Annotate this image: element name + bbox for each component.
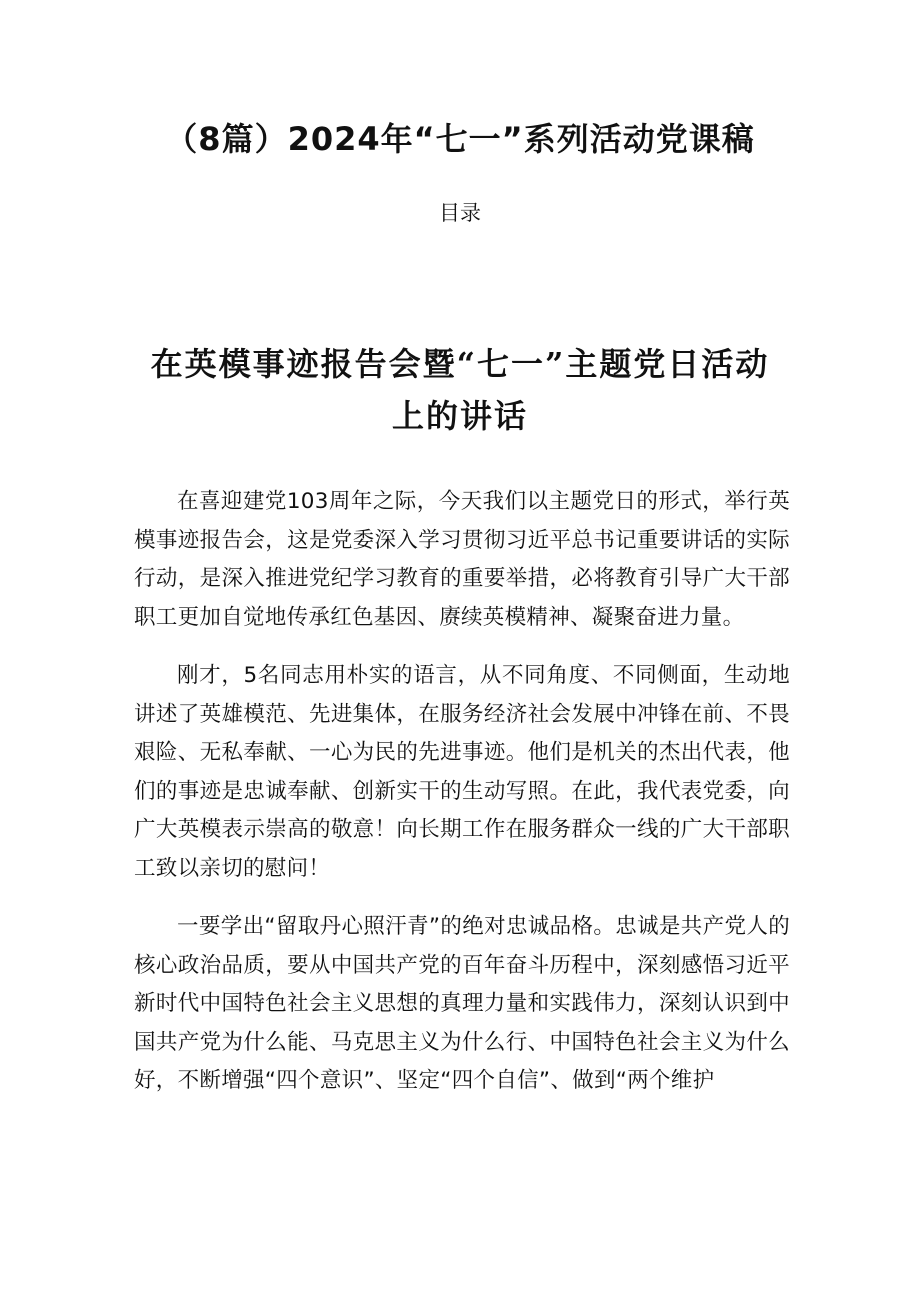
paragraph-1: 在喜迎建党103周年之际，今天我们以主题党日的形式，举行英模事迹报告会，这是党委深入学习贯彻习近平总书记重要讲话的实际行动，是深入推进党纪学习教育的重要举措，必将教育引导广大干部职工更加自觉地传承红色基因、赓续英模精神、凝聚奋进力量。 — [134, 489, 790, 630]
document-body — [134, 483, 790, 1121]
document-title: （8篇）2024年“七一”系列活动党课稿 — [165, 120, 755, 158]
paragraph-2: 刚才，5名同志用朴实的语言，从不同角度、不同侧面，生动地讲述了英雄模范、先进集体，在服务经济社会发展中冲锋在前、不畏艰险、无私奉献、一心为民的先进事迹。他们是机关的杰出代表，他们的事迹是忠诚奉献、创新实干的生动写照。在此，我代表党委，向广大英模表示崇高的敬意！向长期工作在服务群众一线的广大干部职工致以亲切的慰问！ — [134, 663, 790, 881]
toc-label: 目录 — [439, 201, 481, 225]
section-title: 在英模事迹报告会暨“七一”主题党日活动上的讲话 — [150, 345, 770, 435]
paragraph-3: 一要学出“留取丹心照汗青”的绝对忠诚品格。忠诚是共产党人的核心政治品质，要从中国共产党的百年奋斗历程中，深刻感悟习近平新时代中国特色社会主义思想的真理力量和实践伟力，深刻认识到中国共产党为什么能、马克思主义为什么行、中国特色社会主义为什么好，不断增强“四个意识”、坚定“四个自信”、做到“两个维护 — [134, 914, 790, 1093]
